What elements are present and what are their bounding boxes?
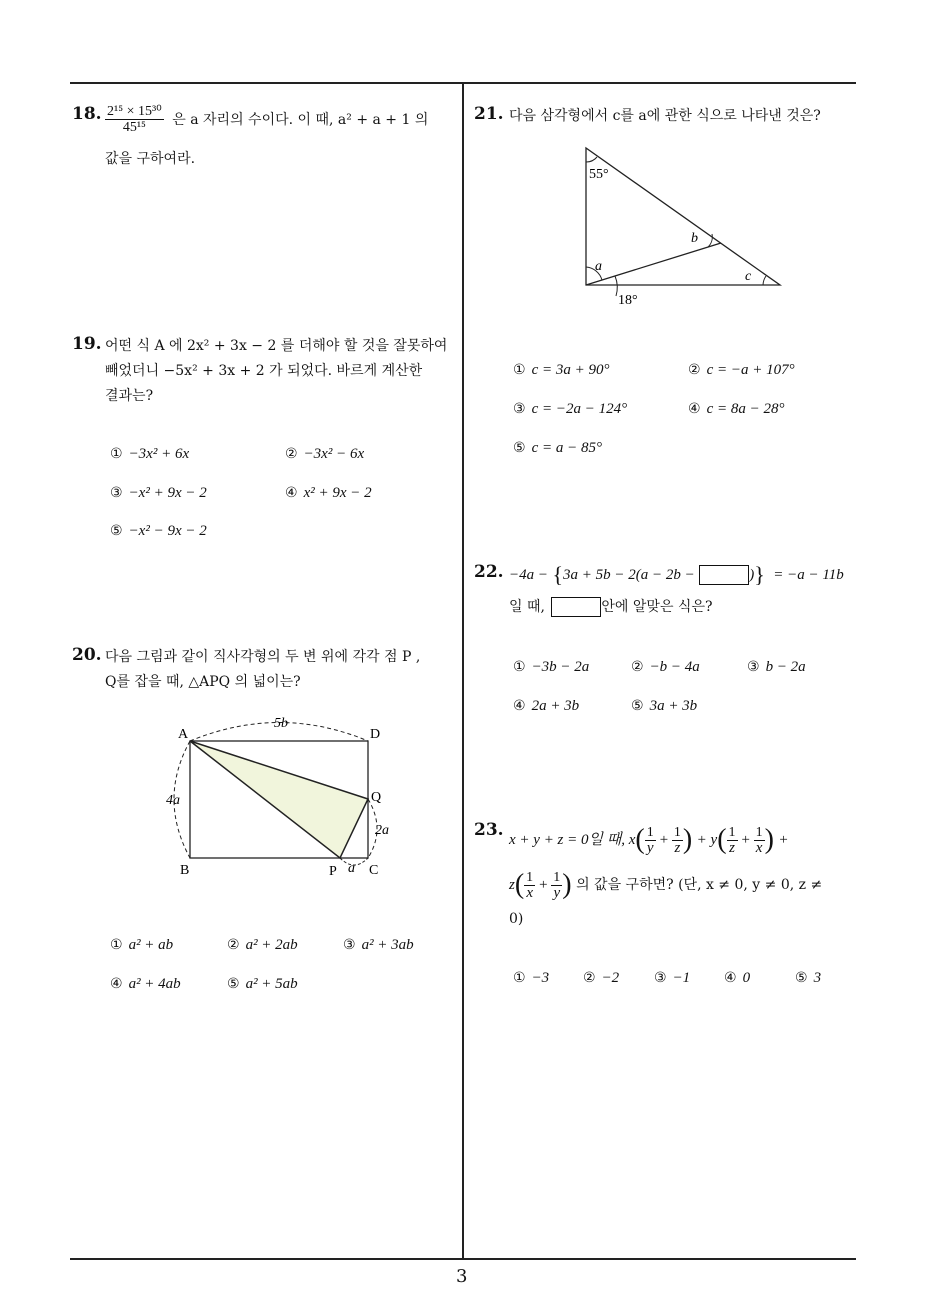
option-number: ⑤ [227, 976, 240, 992]
question-text-line2: 빼었더니 −5x² + 3x + 2 가 되었다. 바르게 계산한 [105, 363, 423, 379]
option-text: x² + 9x − 2 [303, 485, 372, 501]
question-text-line1: 어떤 식 A 에 2x² + 3x − 2 를 더해야 할 것을 잘못하여 [105, 338, 448, 354]
line2-part-b: 안에 알맞은 식은? [601, 599, 713, 615]
question-text-line2 [509, 596, 712, 618]
paren-close: ) [682, 824, 693, 855]
option-1[interactable] [513, 362, 609, 379]
option-2[interactable] [285, 446, 364, 463]
option-number: ⑤ [110, 523, 123, 539]
l2-part-b: 의 값을 구하면? (단, x ≠ 0, y ≠ 0, z ≠ [576, 877, 823, 893]
brace-open: { [552, 562, 564, 587]
label-A: A [178, 727, 189, 742]
question-text-line3: 결과는? [105, 388, 154, 404]
option-5[interactable] [631, 698, 697, 715]
option-text: b − 2a [765, 659, 806, 675]
denominator: y [646, 839, 654, 856]
option-text: a² + ab [128, 937, 174, 953]
option-2[interactable] [631, 659, 700, 676]
angle-arc-c [763, 276, 766, 285]
option-text: c = −2a − 124° [531, 401, 628, 417]
option-number: ① [513, 362, 526, 378]
fraction-1-z-b [727, 825, 738, 856]
answer-blank[interactable] [699, 565, 749, 585]
option-number: ③ [654, 970, 667, 986]
option-text: 2a + 3b [531, 698, 580, 714]
option-number: ② [688, 362, 701, 378]
option-4[interactable] [724, 970, 750, 987]
numerator: 1 [553, 869, 561, 885]
fraction-denominator: 45¹⁵ [122, 120, 146, 135]
option-1[interactable] [513, 970, 549, 987]
question-text-line2: Q를 잡을 때, △APQ 의 넓이는? [105, 674, 301, 690]
expr-part-b: 3a + 5b − 2(a − 2b − [563, 567, 695, 583]
option-3[interactable] [513, 401, 627, 418]
option-text: c = −a + 107° [706, 362, 795, 378]
plus: + [740, 832, 751, 848]
expr-part-a: −4a − [509, 567, 548, 583]
option-number: ③ [343, 937, 356, 953]
denominator: z [674, 839, 681, 856]
big-triangle [586, 148, 780, 285]
question-expression [509, 564, 844, 586]
option-4[interactable] [513, 698, 579, 715]
option-3[interactable] [654, 970, 690, 987]
option-number: ② [583, 970, 596, 986]
expr-part-d: = −a − 11b [773, 567, 844, 583]
question-text-line1: 다음 삼각형에서 c를 a에 관한 식으로 나타낸 것은? [509, 108, 821, 124]
fraction-1-y [645, 825, 656, 856]
option-5[interactable] [227, 976, 298, 993]
option-number: ① [513, 970, 526, 986]
option-text: −2 [601, 970, 620, 986]
option-text: −1 [672, 970, 691, 986]
option-number: ③ [513, 401, 526, 417]
paren-open: ( [514, 869, 525, 900]
option-5[interactable] [110, 523, 207, 540]
question-text-line2: 값을 구하여라. [105, 151, 196, 167]
question-expression-line2 [509, 866, 822, 904]
option-1[interactable] [513, 659, 589, 676]
brace-close: } [754, 562, 765, 587]
denominator: x [526, 884, 533, 901]
option-3[interactable] [343, 937, 414, 954]
label-c: c [745, 269, 752, 284]
column-divider [462, 82, 464, 1259]
label-B: B [180, 863, 190, 878]
option-4[interactable] [110, 976, 181, 993]
numerator: 1 [673, 824, 681, 840]
angle-arc-18 [615, 276, 617, 296]
label-18: 18° [618, 293, 638, 308]
question-text [105, 104, 428, 135]
line2-part-a: 일 때, [509, 599, 545, 615]
question-number: 19. [72, 334, 102, 354]
option-2[interactable] [583, 970, 619, 987]
fraction [105, 104, 164, 135]
option-number: ⑤ [513, 440, 526, 456]
option-2[interactable] [688, 362, 795, 379]
numerator: 1 [526, 869, 534, 885]
option-4[interactable] [688, 401, 784, 418]
fraction-1-x [754, 825, 765, 856]
option-number: ④ [724, 970, 737, 986]
denominator: x [755, 839, 763, 856]
inner-segment [586, 243, 721, 285]
option-number: ① [110, 937, 123, 953]
denominator: z [729, 839, 735, 856]
option-text: c = 3a + 90° [531, 362, 610, 378]
fraction-numerator: 2¹⁵ × 15³⁰ [107, 104, 162, 119]
option-text: a² + 4ab [128, 976, 181, 992]
paren-close: ) [764, 824, 774, 855]
option-text: 3 [813, 970, 822, 986]
denominator: y [553, 884, 561, 901]
option-number: ② [227, 937, 240, 953]
triangle-figure [575, 140, 795, 310]
label-D: D [370, 727, 381, 742]
option-text: a² + 5ab [245, 976, 298, 992]
paren-close: ) [562, 869, 572, 900]
numerator: 1 [646, 824, 654, 840]
option-number: ④ [513, 698, 526, 714]
option-3[interactable] [110, 485, 207, 502]
question-number: 23. [474, 820, 504, 840]
expr-part-c: ) [749, 567, 755, 583]
label-a: a [348, 861, 355, 876]
l1-part-b: + y [696, 832, 718, 848]
option-text: c = a − 85° [531, 440, 602, 456]
option-number: ③ [747, 659, 760, 675]
l2-part-a: z [509, 877, 515, 893]
option-text: −x² − 9x − 2 [128, 523, 207, 539]
plus: + [658, 832, 669, 848]
label-b: b [691, 231, 698, 246]
option-3[interactable] [747, 659, 806, 676]
triangle-apq [190, 741, 368, 858]
numerator: 1 [728, 824, 736, 840]
question-number: 20. [72, 645, 102, 665]
option-text: c = 8a − 28° [706, 401, 785, 417]
paren-open: ( [635, 824, 645, 855]
question-text-line3: 0) [509, 911, 524, 927]
fraction-1-z [672, 825, 683, 856]
option-1[interactable] [110, 937, 173, 954]
plus: + [538, 877, 549, 893]
question-text-line1: 다음 그림과 같이 직사각형의 두 변 위에 각각 점 P , [105, 649, 421, 665]
option-number: ① [513, 659, 526, 675]
option-number: ① [110, 446, 123, 462]
paren-open: ( [717, 824, 727, 855]
option-number: ④ [688, 401, 701, 417]
answer-blank-2[interactable] [551, 597, 601, 617]
angle-arc-55 [586, 157, 597, 162]
option-text: −x² + 9x − 2 [128, 485, 207, 501]
label-Q: Q [371, 790, 382, 805]
option-number: ⑤ [795, 970, 808, 986]
page-number: 3 [456, 1266, 468, 1287]
label-4a: 4a [166, 793, 180, 808]
question-number: 22. [474, 562, 504, 582]
option-text: −3b − 2a [531, 659, 590, 675]
option-text: −3 [531, 970, 550, 986]
label-C: C [369, 863, 379, 878]
question-expression-line1 [509, 821, 789, 859]
fraction-1-x-b [524, 870, 535, 901]
option-number: ④ [285, 485, 298, 501]
option-number: ② [631, 659, 644, 675]
label-a: a [595, 259, 602, 274]
option-text: a² + 2ab [245, 937, 298, 953]
option-2[interactable] [227, 937, 298, 954]
rectangle-figure [160, 712, 400, 882]
option-text: 3a + 3b [649, 698, 698, 714]
label-P: P [329, 864, 337, 879]
option-text: 0 [742, 970, 751, 986]
option-number: ⑤ [631, 698, 644, 714]
l1-part-a: x + y + z = 0일 때, x [509, 832, 636, 848]
label-5b: 5b [274, 716, 288, 731]
question-number: 18. [72, 104, 102, 124]
question-number: 21. [474, 104, 504, 124]
option-1[interactable] [110, 446, 189, 463]
question-text-line1: 은 a 자리의 수이다. 이 때, a² + a + 1 의 [172, 111, 429, 128]
option-5[interactable] [513, 440, 602, 457]
option-text: a² + 3ab [361, 937, 414, 953]
option-text: −3x² − 6x [303, 446, 365, 462]
option-number: ④ [110, 976, 123, 992]
option-text: −3x² + 6x [128, 446, 190, 462]
l1-part-c: + [778, 832, 789, 848]
label-55: 55° [589, 167, 609, 182]
option-text: −b − 4a [649, 659, 700, 675]
fraction-1-y-b [551, 870, 562, 901]
option-number: ② [285, 446, 298, 462]
option-5[interactable] [795, 970, 821, 987]
label-2a: 2a [375, 823, 389, 838]
option-number: ③ [110, 485, 123, 501]
numerator: 1 [755, 824, 763, 840]
option-4[interactable] [285, 485, 372, 502]
